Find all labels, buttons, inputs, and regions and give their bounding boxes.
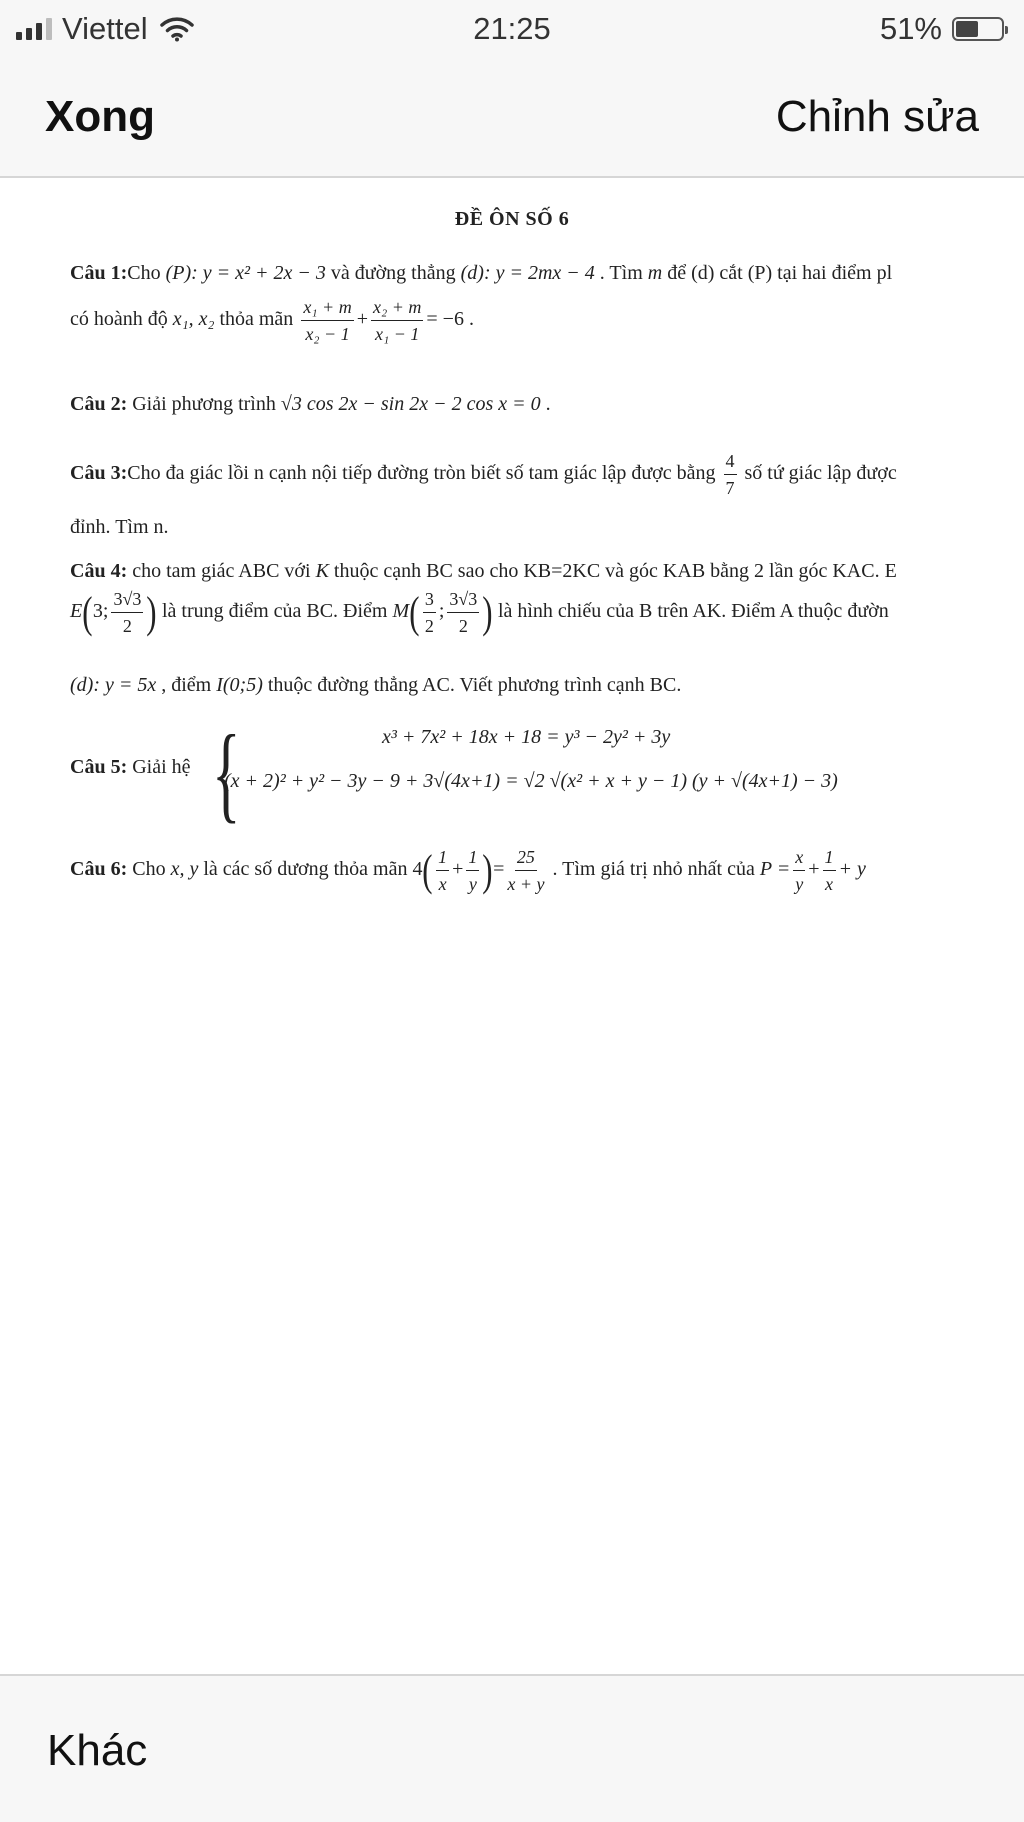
question-6: [70, 846, 866, 895]
q1-var-m: m: [647, 262, 663, 284]
q6-p-fraction-1: [793, 846, 805, 895]
q6-coef: 4: [412, 858, 423, 881]
fraction-numerator: 1: [466, 846, 479, 871]
q4-text: thuộc cạnh BC sao cho KB=2KC và góc KAB bằng 2 lần góc KAC. E: [328, 560, 897, 582]
done-button[interactable]: Xong: [45, 92, 155, 141]
q3-text: số tứ giác lập được: [739, 462, 897, 485]
question-3-label: Câu 3:: [70, 462, 128, 485]
q5-equation-2: (x + 2)² + y² − 3y − 9 + 3√(4x+1) = √2 √(x² + x + y − 1) (y + √(4x+1) − 3): [224, 770, 838, 792]
edit-button[interactable]: Chỉnh sửa: [775, 92, 979, 141]
question-4-label: Câu 4:: [70, 560, 128, 582]
q1-fraction-1: [301, 296, 353, 345]
q4-coord-sep: ;: [438, 600, 445, 623]
fraction-numerator: x: [793, 846, 805, 871]
q4-m-fraction-1: [423, 588, 436, 637]
question-3-line-1: [70, 450, 897, 499]
equals-sign: =: [493, 858, 505, 881]
fraction-numerator: x₂ + m: [371, 296, 423, 321]
q6-fraction-2: [466, 846, 479, 895]
q1-fraction-2: [371, 296, 423, 345]
battery-percent: 51%: [879, 11, 942, 46]
fraction-denominator: x₁ − 1: [375, 324, 420, 344]
battery-fill: [956, 21, 978, 37]
document-title: ĐỀ ÔN SỐ 6: [454, 208, 570, 230]
q2-text: .: [540, 393, 551, 415]
q4-text: , điểm: [156, 674, 217, 696]
q1-text: và đường thẳng: [325, 262, 461, 284]
question-4-line-3: [70, 674, 681, 697]
question-1-line-2: [70, 296, 474, 345]
q1-text: . Tìm: [594, 262, 648, 284]
q6-vars: x, y: [170, 858, 199, 881]
q1-parabola-eq: (P): y = x² + 2x − 3: [165, 262, 326, 284]
fraction-denominator: 2: [424, 616, 434, 636]
bottom-toolbar: [0, 1674, 1024, 1822]
q6-p-fraction-2: [823, 846, 836, 895]
fraction-numerator: 3: [423, 588, 436, 613]
q1-text: = −6 .: [426, 308, 474, 331]
q4-point-i: I(0;5): [216, 674, 263, 696]
question-6-label: Câu 6:: [70, 858, 128, 881]
fraction-denominator: x₂ − 1: [305, 324, 350, 344]
q4-point-e: E: [70, 600, 83, 623]
q1-text: thỏa mãn: [214, 308, 299, 331]
q4-point-m: M: [392, 600, 410, 623]
fraction-denominator: y: [795, 874, 804, 894]
fraction-denominator: x: [438, 874, 447, 894]
plus-sign: +: [808, 858, 820, 881]
q1-roots: x₁, x₂: [172, 308, 215, 331]
q5-equation-1: x³ + 7x² + 18x + 18 = y³ − 2y² + 3y: [382, 726, 671, 748]
fraction-numerator: 3√3: [447, 588, 479, 613]
question-5-label: Câu 5:: [70, 756, 128, 778]
paren-open: (: [422, 845, 433, 895]
q1-line-eq: (d): y = 2mx − 4: [460, 262, 595, 284]
q6-fraction-3: [507, 846, 544, 895]
q4-m-fraction-2: [447, 588, 479, 637]
question-4-line-1: [70, 560, 897, 583]
carrier-name: Viettel: [62, 11, 148, 46]
fraction-denominator: 2: [122, 616, 132, 636]
question-2: [70, 393, 551, 416]
q6-text: là các số dương thỏa mãn: [198, 858, 413, 881]
q2-text: Giải phương trình: [127, 393, 281, 415]
battery-icon: [952, 17, 1004, 41]
question-4-line-2: [70, 588, 889, 637]
paren-open: (: [409, 587, 420, 637]
q4-line-eq: (d): y = 5x: [70, 674, 157, 696]
system-brace: {: [212, 714, 241, 833]
q6-text: Cho: [127, 858, 171, 881]
fraction-denominator: 7: [725, 478, 735, 498]
fraction-numerator: x₁ + m: [301, 296, 353, 321]
q6-fraction-1: [436, 846, 449, 895]
q4-coord: 3;: [92, 600, 109, 623]
paren-open: (: [82, 587, 93, 637]
fraction-numerator: 3√3: [111, 588, 143, 613]
q4-text: cho tam giác ABC với: [127, 560, 316, 582]
q4-e-fraction: [111, 588, 143, 637]
q4-text: là hình chiếu của B trên AK. Điểm A thuộc đườn: [492, 600, 889, 623]
fraction-denominator: y: [468, 874, 477, 894]
question-5: [70, 756, 191, 779]
q5-text: Giải hệ: [127, 756, 191, 778]
fraction-numerator: 1: [823, 846, 836, 871]
q1-text: Cho: [127, 262, 166, 284]
paren-close: ): [482, 845, 493, 895]
clock-time: 21:25: [473, 11, 551, 46]
paren-close: ): [146, 587, 157, 637]
fraction-denominator: 2: [458, 616, 468, 636]
question-3-line-2: [70, 516, 169, 539]
paren-close: ): [482, 587, 493, 637]
other-button[interactable]: Khác: [47, 1726, 148, 1775]
status-bar: [0, 0, 1024, 60]
q4-text: là trung điểm của BC. Điểm: [156, 600, 393, 623]
status-right: [880, 10, 1004, 48]
document-view[interactable]: [0, 178, 1024, 1673]
q4-text: thuộc đường thẳng AC. Viết phương trình cạnh BC.: [262, 674, 682, 696]
q1-text: để (d) cắt (P) tại hai điểm pl: [662, 262, 893, 284]
q6-text: . Tìm giá trị nhỏ nhất của: [547, 858, 760, 881]
navigation-bar: [0, 60, 1024, 178]
question-1-label: Câu 1:: [70, 262, 128, 284]
plus-sign: +: [452, 858, 464, 881]
fraction-denominator: x: [825, 874, 833, 894]
plus-sign: +: [356, 308, 368, 331]
q1-text: có hoành độ: [70, 308, 173, 331]
question-1-line-1: [70, 262, 892, 285]
fraction-numerator: 1: [436, 846, 449, 871]
fraction-numerator: 25: [515, 846, 537, 871]
q6-p-tail: + y: [838, 858, 866, 881]
q3-text: Cho đa giác lồi n cạnh nội tiếp đường tròn biết số tam giác lập được bằng: [127, 462, 721, 485]
q4-point-k: K: [315, 560, 329, 582]
q3-fraction: [724, 450, 737, 499]
fraction-denominator: x + y: [507, 874, 545, 894]
q3-text: đỉnh. Tìm n.: [70, 516, 169, 538]
q2-equation: √3 cos 2x − sin 2x − 2 cos x = 0: [280, 393, 541, 415]
q6-p-expr: P =: [759, 858, 791, 881]
question-2-label: Câu 2:: [70, 393, 128, 415]
fraction-numerator: 4: [724, 450, 737, 475]
